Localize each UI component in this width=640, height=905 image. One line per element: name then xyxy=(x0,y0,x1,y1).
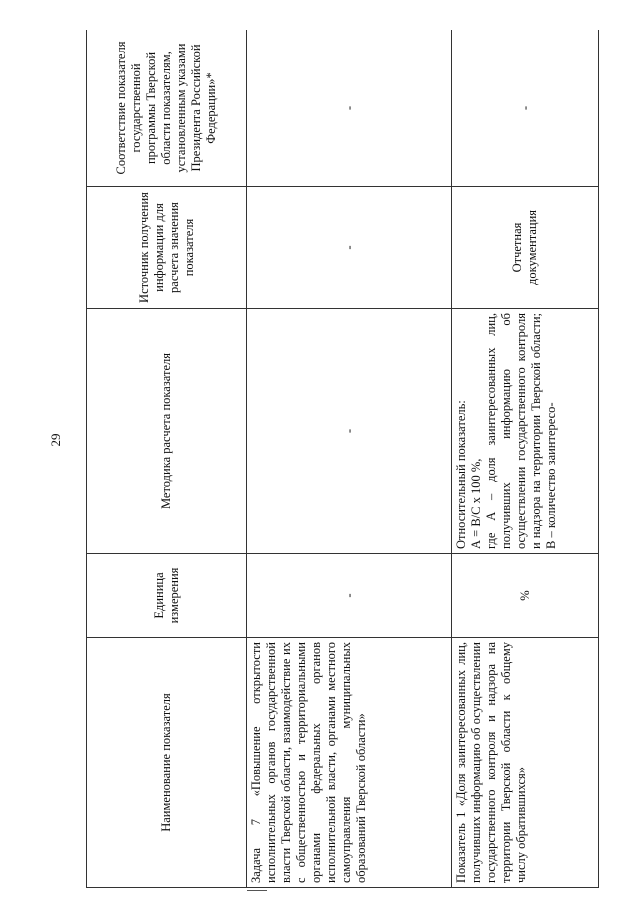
footnote-divider xyxy=(247,890,267,891)
indicators-table xyxy=(86,30,599,888)
table-row xyxy=(247,30,452,888)
indicator-name-cell: Показатель 1 «Доля заинтересованных лиц, получивших информацию об осуществлении государственного контроля и надзора на территории Тверской области к общему числу обратившихся» xyxy=(452,638,599,888)
source-cell: - xyxy=(247,187,452,309)
table-rotation-layer xyxy=(86,30,608,888)
header-unit: Единица измерения xyxy=(87,554,247,638)
method-text: где А – доля заинтересованных лиц, получивших информацию об осуществлении государственного контроля и надзора на территории Тверской области; В – количество заинтересо- xyxy=(484,313,558,549)
compliance-cell: - xyxy=(452,30,599,187)
compliance-cell: - xyxy=(247,30,452,187)
task-name-cell: Задача 7 «Повышение открытости исполнительных органов государственной власти Тверской области, взаимодействие их с общественностью и территориальными органами федеральных органов исполнительной власти, органами местного самоуправления муниципальных образований Тверской области» xyxy=(247,638,452,888)
source-cell: Отчетная документация xyxy=(452,187,599,309)
method-intro: Относительный показатель: xyxy=(454,400,468,549)
method-cell xyxy=(452,309,599,554)
page-number: 29 xyxy=(48,433,63,447)
header-source: Источник получения информации для расчета значения показателя xyxy=(87,187,247,309)
unit-cell: % xyxy=(452,554,599,638)
header-indicator-name: Наименование показателя xyxy=(87,638,247,888)
rotated-table-frame xyxy=(86,30,608,888)
header-method: Методика расчета показателя xyxy=(87,309,247,554)
header-compliance: Соответствие показателя государственной программы Тверской области показателям, установленным указами Президента Российской Федерации»* xyxy=(87,30,247,187)
table-row xyxy=(452,30,599,888)
method-formula: А = В/С х 100 %, xyxy=(469,458,483,549)
method-cell: - xyxy=(247,309,452,554)
unit-cell: - xyxy=(247,554,452,638)
table-header-row xyxy=(87,30,247,888)
